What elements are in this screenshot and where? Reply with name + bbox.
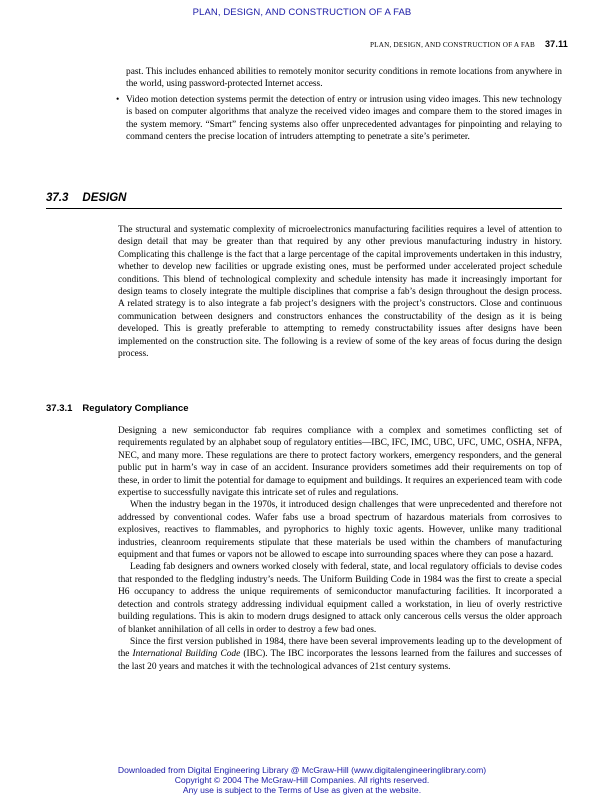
subsection-heading xyxy=(46,403,189,414)
document-banner: PLAN, DESIGN, AND CONSTRUCTION OF A FAB xyxy=(192,7,412,18)
footer-terms: Any use is subject to the Terms of Use as given at the website. xyxy=(182,785,422,795)
paragraph-text: Since the first version published in 1984, there have been several improvements leading up to the development of the xyxy=(118,636,562,660)
running-header-title: PLAN, DESIGN, AND CONSTRUCTION OF A FAB xyxy=(369,41,535,49)
footer-download-link[interactable]: Downloaded from Digital Engineering Library @ McGraw-Hill (www.digitalengineeringlibrary.com) xyxy=(117,765,487,775)
book-title: International Building Code xyxy=(132,649,241,660)
subsection-number: 37.3.1 xyxy=(46,403,73,414)
section-divider xyxy=(46,208,562,209)
section-heading xyxy=(46,192,126,204)
section-number: 37.3 xyxy=(46,192,69,204)
section-title: DESIGN xyxy=(82,192,127,204)
download-footer xyxy=(0,765,604,795)
continued-paragraph: past. This includes enhanced abilities to remotely monitor security conditions in remote locations from anywhere in the world, using password-protected Internet access. xyxy=(126,67,562,90)
page-number: 37.11 xyxy=(544,39,568,49)
paragraph: When the industry began in the 1970s, it introduced design challenges that were unprecedented and therefore not addressed by conventional codes. Wafer fabs use a broad spectrum of hazardous materials from corrosives to explosives, reactives to flammables, and pyrophorics to highly toxic agents. However, unlike many traditional industries, cleanroom requirements stipulate that these materials be used within the chambers of manufacturing equipment and that fumes or vapors not be allowed to escape into surrounding spaces where they can pose a hazard. xyxy=(118,500,562,561)
paragraph-text: (IBC). The IBC incorporates the lessons learned from the failures and successes of the last 20 years and matches it with the technological advances of 21st century systems. xyxy=(118,649,562,672)
paragraph: Leading fab designers and owners worked closely with federal, state, and local regulatory officials to devise codes that responded to the fledgling industry’s needs. The Uniform Building Code in 1984 was the first to create a special H6 occupancy to address the unique requirements of semiconductor manufacturing facilities. It incorporated a detection and controls strategy addressing individual equipment called a workstation, in lieu of overly restrictive building regulations. This is akin to modern drugs designed to attack only cancerous cells versus the older approach of blanket annihilation of all cells in order to destroy a few bad ones. xyxy=(118,562,562,635)
paragraph-ibc xyxy=(118,636,562,673)
footer-copyright: Copyright © 2004 The McGraw-Hill Companies. All rights reserved. xyxy=(174,775,430,785)
bullet-text: Video motion detection systems permit the detection of entry or intrusion using video images. This new technology is based on computer algorithms that analyze the received video images and compare them to the stored images in the system memory. “Smart” fencing systems also offer unprecedented advantages for pinpointing and relaying to command centers the precise location of intruders attempting to penetrate a site’s perimeter. xyxy=(126,95,562,143)
bullet-symbol: • xyxy=(116,95,120,105)
design-paragraph: The structural and systematic complexity of microelectronics manufacturing facilities requires a level of attention to design detail that may be greater than that required by any other previous manufacturing industry in history. Complicating this challenge is the fact that a large percentage of the capital improvements undertaken in this industry, whether to develop new facilities or upgrade existing ones, must be performed under accelerated project schedule conditions. This blend of technological complexity and schedule intensity has made it increasingly important for design teams to closely integrate the multiple disciplines that comprise a fab’s design throughout the design process. A related strategy is to also integrate a fab project’s designers with the project’s constructors. Close and continuous communication between designers and constructors enhances the constructability of the design as it is being developed. This is greatly preferable to attempting to remedy constructability issues after designs have been implemented on the construction site. The following is a review of some of the key areas of focus during the design process. xyxy=(118,225,562,360)
running-header xyxy=(370,39,568,49)
regulatory-compliance-body xyxy=(118,425,562,673)
subsection-title: Regulatory Compliance xyxy=(82,403,189,414)
paragraph: Designing a new semiconductor fab requires compliance with a complex and sometimes conflicting set of requirements regulated by an alphabet soup of regulatory entities—IBC, IFC, IMC, UBC, UFC, UMC, OSHA, NFPA, NEC, and many more. These regulations are there to protect factory workers, emergency responders, and the general public put in harm’s way in case of an accident. Insurance providers sometimes add their requirements on top of these, in order to limit the potential for damage to equipment and buildings. It requires an experienced team with code expertise to successfully navigate this intricate set of rules and regulations. xyxy=(118,426,562,499)
bullet-item xyxy=(116,94,562,144)
